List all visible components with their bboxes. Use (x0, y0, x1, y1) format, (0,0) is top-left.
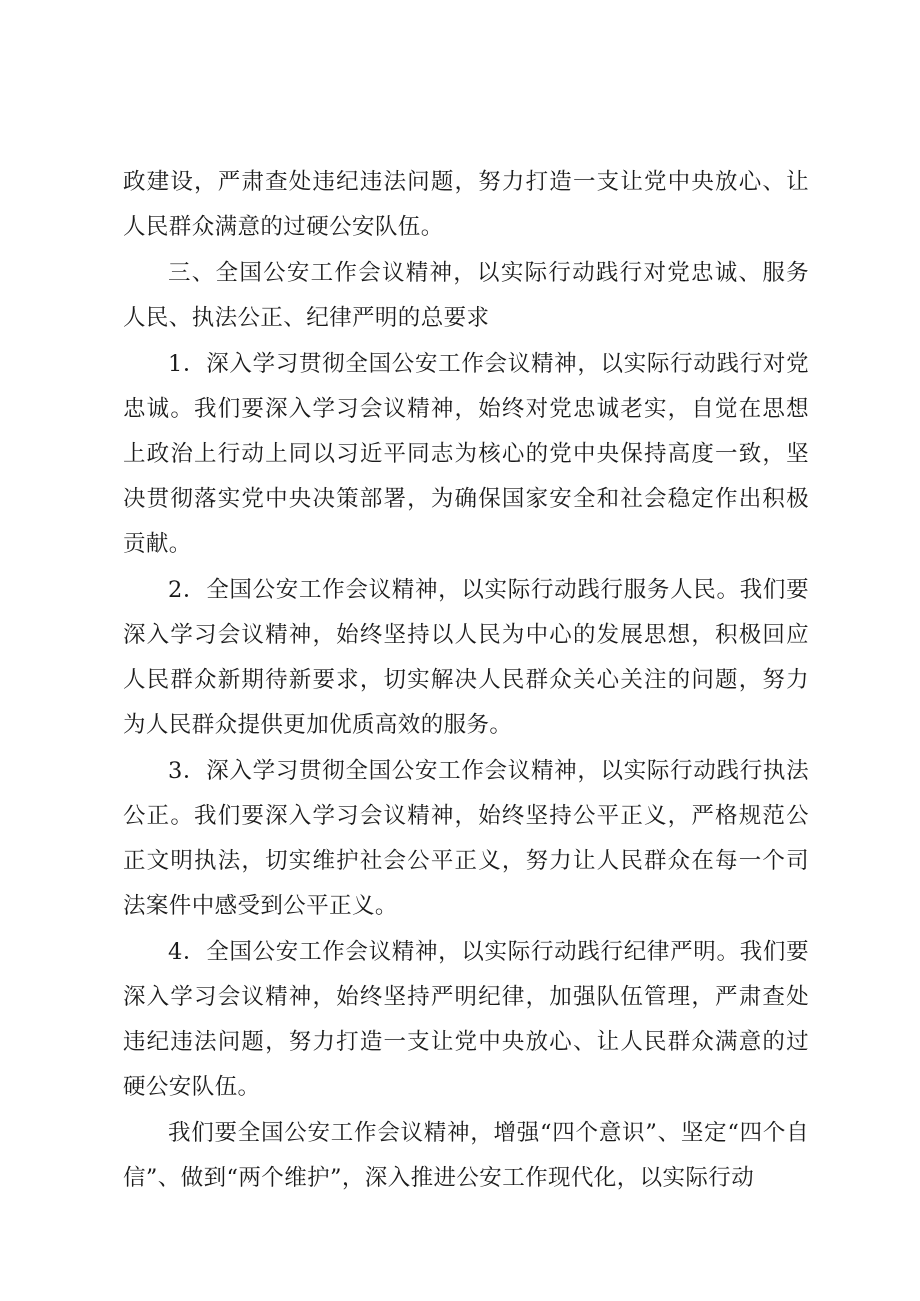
paragraph-item-1: 1．深入学习贯彻全国公安工作会议精神，以实际行动践行对党忠诚。我们要深入学习会议精神，始终对党忠诚老实，自觉在思想上政治上行动上同以习近平同志为核心的党中央保持高度一致，坚决贯彻落实党中央决策部署，为确保国家安全和社会稳定作出积极贡献。 (123, 351, 809, 557)
paragraph-closing: 我们要全国公安工作会议精神，增强“四个意识”、坚定“四个自信”、做到“两个维护”，深入推进公安工作现代化，以实际行动 (123, 1120, 809, 1191)
paragraph-item-2: 2．全国公安工作会议精神，以实际行动践行服务人民。我们要深入学习会议精神，始终坚持以人民为中心的发展思想，积极回应人民群众新期待新要求，切实解决人民群众关心关注的问题，努力为人民群众提供更加优质高效的服务。 (123, 577, 809, 738)
section-heading-3: 三、全国公安工作会议精神，以实际行动践行对党忠诚、服务人民、执法公正、纪律严明的总要求 (123, 260, 809, 331)
paragraph-continuation: 政建设，严肃查处违纪违法问题，努力打造一支让党中央放心、让人民群众满意的过硬公安队伍。 (123, 169, 809, 240)
paragraph-item-4: 4．全国公安工作会议精神，以实际行动践行纪律严明。我们要深入学习会议精神，始终坚持严明纪律，加强队伍管理，严肃查处违纪违法问题，努力打造一支让党中央放心、让人民群众满意的过硬公安队伍。 (123, 939, 809, 1100)
paragraph-item-3: 3．深入学习贯彻全国公安工作会议精神，以实际行动践行执法公正。我们要深入学习会议精神，始终坚持公平正义，严格规范公正文明执法，切实维护社会公平正义，努力让人民群众在每一个司法案件中感受到公平正义。 (123, 758, 809, 919)
document-body (123, 160, 809, 1202)
